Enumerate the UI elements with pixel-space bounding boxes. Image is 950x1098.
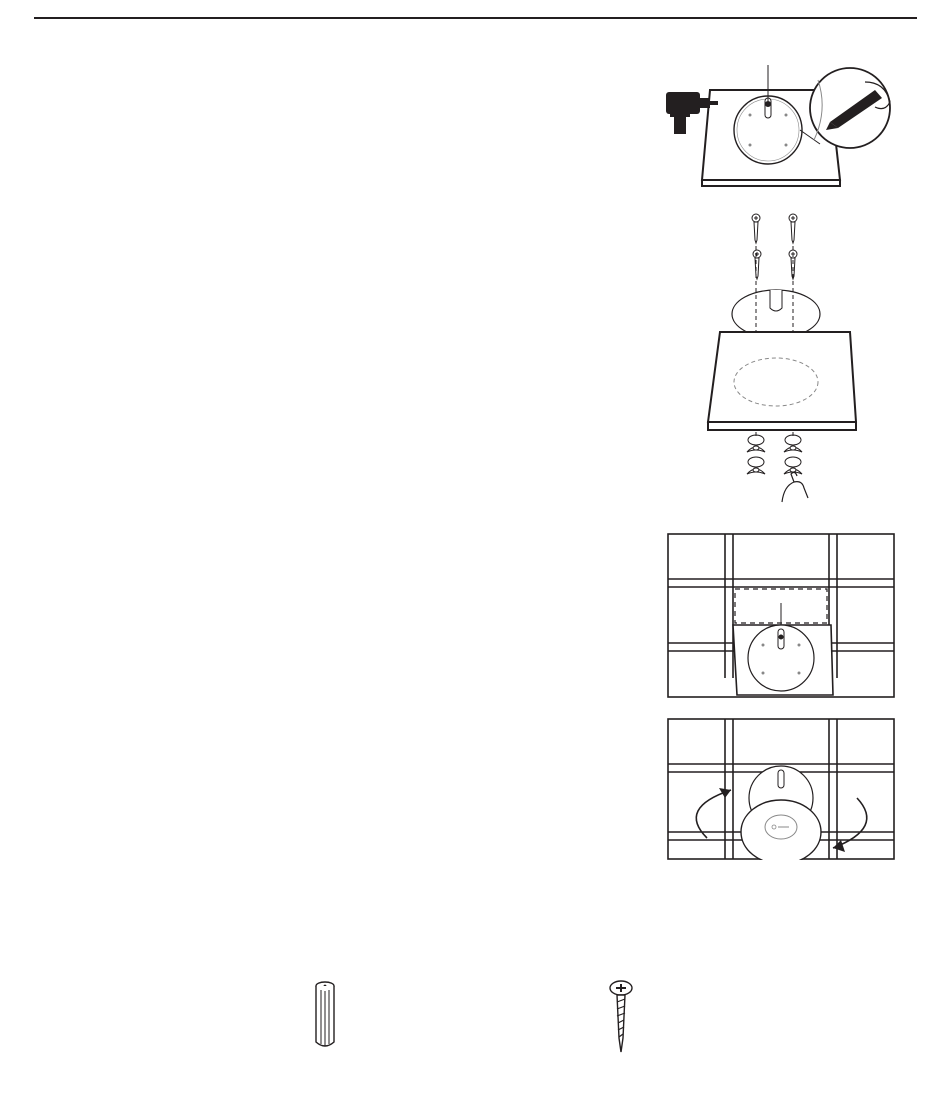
self-tapping-screw-icon xyxy=(608,980,634,1055)
figure-drill-mark xyxy=(660,60,900,190)
plastic-anchor-icon xyxy=(312,980,338,1050)
wing-nut-group xyxy=(747,432,802,474)
mount-bracket xyxy=(748,625,814,691)
screw-group xyxy=(752,214,797,279)
hand-icon xyxy=(782,472,808,502)
access-point-device xyxy=(741,800,821,860)
figure-bracket-on-tile xyxy=(667,533,895,698)
mount-bracket xyxy=(734,96,802,164)
figure-screws-bracket xyxy=(690,210,870,510)
figure-twist-ap xyxy=(667,718,895,860)
header-rule xyxy=(34,17,917,19)
